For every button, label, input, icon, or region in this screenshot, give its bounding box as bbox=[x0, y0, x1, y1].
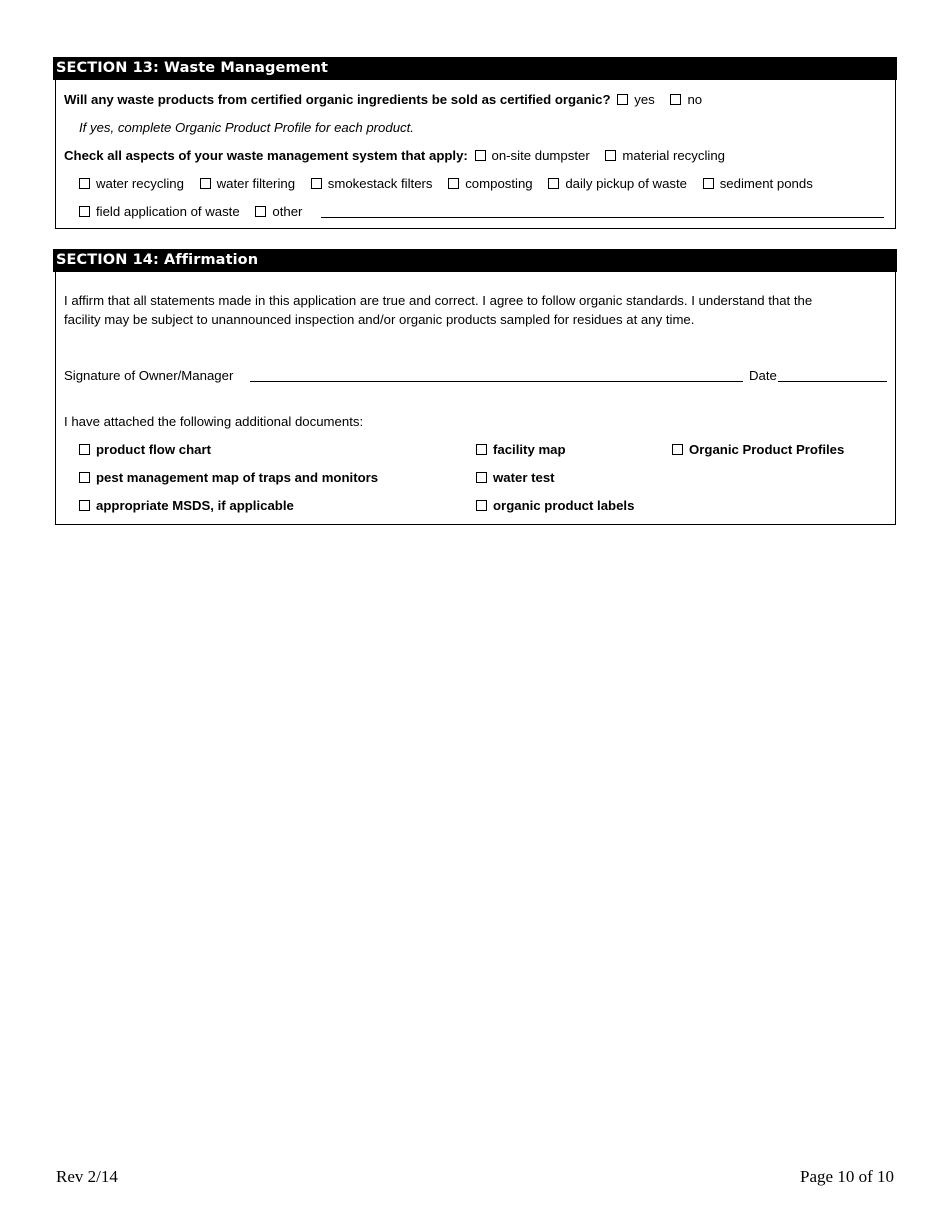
page-number: Page 10 of 10 bbox=[800, 1167, 894, 1186]
waste-system-options-row-2 bbox=[79, 204, 308, 220]
attachments-label: I have attached the following additional documents: bbox=[64, 414, 364, 429]
water-filtering-checkbox[interactable] bbox=[200, 178, 211, 189]
affirmation-text-line-2: facility may be subject to unannounced inspection and/or organic products sampled for residues at any time. bbox=[64, 312, 695, 327]
section-13-header: SECTION 13: Waste Management bbox=[53, 57, 897, 80]
signature-label: Signature of Owner/Manager bbox=[64, 368, 234, 383]
waste-system-options-row bbox=[79, 176, 813, 192]
water-filtering-label: water filtering bbox=[216, 176, 296, 191]
no-label: no bbox=[687, 92, 703, 107]
product-flow-chart-checkbox[interactable] bbox=[79, 444, 90, 455]
attachment-msds bbox=[79, 498, 294, 514]
date-label: Date bbox=[749, 368, 777, 383]
sediment-ponds-checkbox[interactable] bbox=[703, 178, 714, 189]
water-recycling-checkbox[interactable] bbox=[79, 178, 90, 189]
no-checkbox[interactable] bbox=[670, 94, 681, 105]
pest-management-map-label: pest management map of traps and monitors bbox=[96, 470, 379, 485]
water-test-label: water test bbox=[493, 470, 555, 485]
daily-pickup-checkbox[interactable] bbox=[548, 178, 559, 189]
section-14-header: SECTION 14: Affirmation bbox=[53, 249, 897, 272]
water-recycling-label: water recycling bbox=[96, 176, 184, 191]
attachment-product-flow-chart bbox=[79, 442, 211, 458]
pest-management-map-checkbox[interactable] bbox=[79, 472, 90, 483]
other-label: other bbox=[272, 204, 303, 219]
organic-product-labels-checkbox[interactable] bbox=[476, 500, 487, 511]
other-checkbox[interactable] bbox=[255, 206, 266, 217]
section-14-box bbox=[55, 272, 896, 525]
material-recycling-checkbox[interactable] bbox=[605, 150, 616, 161]
product-flow-chart-label: product flow chart bbox=[96, 442, 212, 457]
attachment-pest-management-map bbox=[79, 470, 378, 486]
waste-system-question-row bbox=[64, 148, 725, 164]
organic-product-profiles-label: Organic Product Profiles bbox=[689, 442, 845, 457]
attachment-organic-product-profiles bbox=[672, 442, 844, 458]
date-input-line[interactable] bbox=[778, 381, 887, 382]
other-input-line[interactable] bbox=[321, 217, 884, 218]
attachment-organic-product-labels bbox=[476, 498, 634, 514]
revision-label: Rev 2/14 bbox=[56, 1167, 118, 1186]
signature-input-line[interactable] bbox=[250, 381, 743, 382]
waste-sold-question: Will any waste products from certified organic ingredients be sold as certified organic? bbox=[64, 92, 611, 107]
field-application-label: field application of waste bbox=[96, 204, 240, 219]
organic-product-profiles-checkbox[interactable] bbox=[672, 444, 683, 455]
composting-label: composting bbox=[465, 176, 533, 191]
facility-map-checkbox[interactable] bbox=[476, 444, 487, 455]
msds-checkbox[interactable] bbox=[79, 500, 90, 511]
sediment-ponds-label: sediment ponds bbox=[719, 176, 813, 191]
yes-checkbox[interactable] bbox=[617, 94, 628, 105]
organic-product-labels-label: organic product labels bbox=[493, 498, 635, 513]
facility-map-label: facility map bbox=[493, 442, 566, 457]
smokestack-filters-label: smokestack filters bbox=[327, 176, 433, 191]
field-application-checkbox[interactable] bbox=[79, 206, 90, 217]
smokestack-filters-checkbox[interactable] bbox=[311, 178, 322, 189]
attachment-water-test bbox=[476, 470, 555, 486]
on-site-dumpster-checkbox[interactable] bbox=[475, 150, 486, 161]
composting-checkbox[interactable] bbox=[448, 178, 459, 189]
product-profile-note: If yes, complete Organic Product Profile for each product. bbox=[79, 120, 414, 135]
attachment-facility-map bbox=[476, 442, 566, 458]
waste-sold-question-row bbox=[64, 92, 702, 108]
waste-system-question: Check all aspects of your waste management system that apply: bbox=[64, 148, 468, 163]
daily-pickup-label: daily pickup of waste bbox=[565, 176, 688, 191]
on-site-dumpster-label: on-site dumpster bbox=[491, 148, 590, 163]
water-test-checkbox[interactable] bbox=[476, 472, 487, 483]
yes-label: yes bbox=[634, 92, 655, 107]
affirmation-text-line-1: I affirm that all statements made in this application are true and correct. I agree to follow organic standards. I understand that the bbox=[64, 293, 813, 308]
material-recycling-label: material recycling bbox=[622, 148, 725, 163]
msds-label: appropriate MSDS, if applicable bbox=[96, 498, 294, 513]
